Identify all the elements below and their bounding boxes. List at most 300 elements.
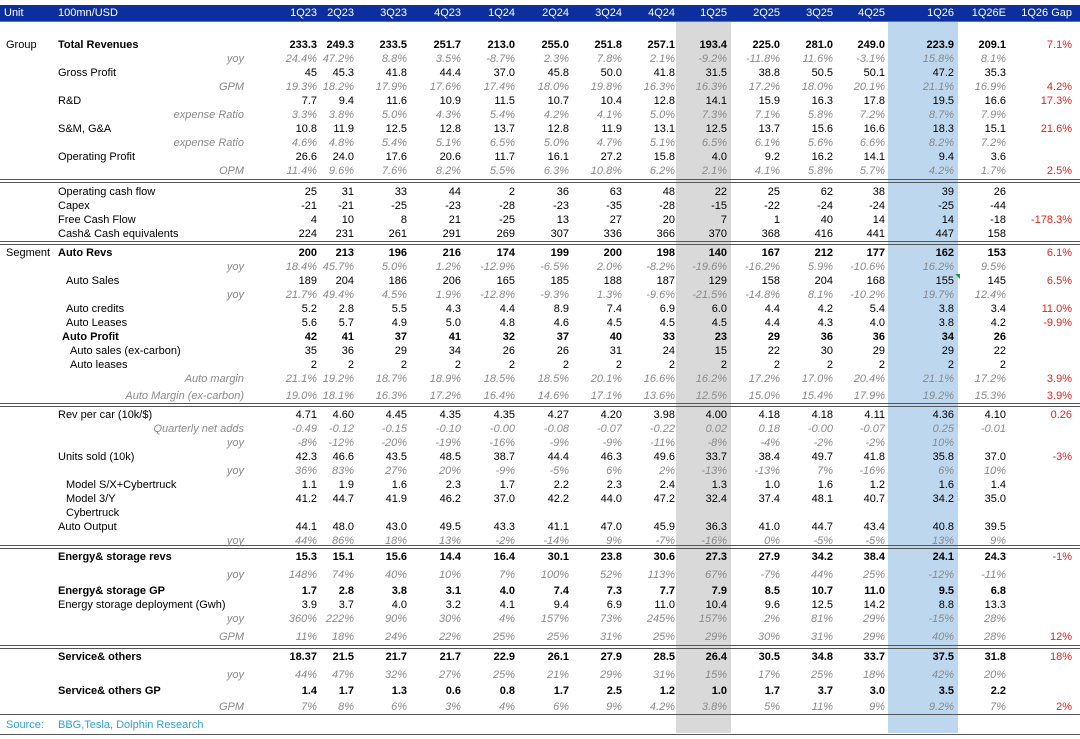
value-cell: 7.9% — [980, 109, 1006, 121]
value-cell: -0.15 — [381, 423, 407, 435]
header-1q23: 1Q23 — [290, 7, 317, 19]
value-cell: -4% — [760, 437, 780, 449]
table-row — [0, 122, 1080, 136]
value-cell: 19.5 — [932, 95, 954, 107]
gap-cell: 6.5% — [1046, 275, 1072, 287]
row-label: Operating cash flow — [58, 186, 156, 198]
row-label: Model S/X+Cybertruck — [66, 479, 177, 491]
value-cell: 3.8 — [391, 585, 407, 597]
value-cell: 41 — [448, 331, 461, 343]
value-cell: 140 — [708, 247, 727, 259]
header-row — [0, 5, 1080, 21]
row-label: GPM — [218, 81, 244, 93]
table-row — [0, 316, 1080, 330]
value-cell: 4.10 — [984, 409, 1006, 421]
value-cell: -11% — [650, 437, 675, 449]
value-cell: 15.9 — [758, 95, 780, 107]
value-cell: -25 — [391, 200, 407, 212]
value-cell: 2 — [508, 186, 515, 198]
value-cell: 13% — [438, 535, 461, 547]
value-cell: -0.07 — [596, 423, 622, 435]
value-cell: 14 — [941, 214, 954, 226]
value-cell: -8% — [297, 437, 317, 449]
value-cell: 4.3 — [445, 303, 461, 315]
value-cell: 251.8 — [594, 39, 622, 51]
value-cell: 291 — [442, 228, 461, 240]
row-label: S&M, G&A — [58, 123, 112, 135]
value-cell: 4.8% — [328, 137, 354, 149]
value-cell: 36% — [294, 465, 317, 477]
value-cell: 4.1% — [596, 109, 622, 121]
gap-cell: 3.9% — [1046, 373, 1072, 385]
value-cell: 0.25 — [932, 423, 954, 435]
value-cell: 204 — [814, 275, 833, 287]
value-cell: 18.5% — [537, 373, 569, 385]
row-label: GPM — [218, 631, 244, 643]
value-cell: 32.4 — [705, 493, 727, 505]
value-cell: 5.0% — [543, 137, 569, 149]
value-cell: 222% — [325, 613, 354, 625]
value-cell: 9.6% — [328, 165, 354, 177]
value-cell: 24.4% — [285, 53, 317, 65]
table-row — [0, 464, 1080, 478]
value-cell: 3.2 — [445, 599, 461, 611]
value-cell: 63 — [609, 186, 622, 198]
header-1q25: 1Q25 — [700, 7, 727, 19]
value-cell: 29% — [862, 613, 885, 625]
row-divider — [0, 714, 1080, 715]
value-cell: -2% — [865, 437, 885, 449]
value-cell: 4.9 — [391, 317, 407, 329]
value-cell: 4.6% — [291, 137, 317, 149]
row-label: Cash& Cash equivalents — [58, 228, 179, 240]
value-cell: 11.4% — [286, 165, 317, 177]
value-cell: 18.4% — [285, 261, 317, 273]
value-cell: 1.7 — [764, 685, 780, 697]
value-cell: 20.1% — [590, 373, 622, 385]
value-cell: 6% — [391, 701, 407, 713]
value-cell: 7% — [499, 569, 515, 581]
value-cell: 2 — [347, 359, 354, 371]
value-cell: 34.2 — [932, 493, 954, 505]
value-cell: 9.6 — [764, 599, 780, 611]
value-cell: 7.7 — [301, 95, 317, 107]
value-cell: 1.3 — [391, 685, 407, 697]
value-cell: 336 — [603, 228, 622, 240]
value-cell: 4.5 — [659, 317, 675, 329]
value-cell: 10.4 — [705, 599, 727, 611]
value-cell: 4.36 — [932, 409, 954, 421]
gap-cell: 2.5% — [1046, 165, 1072, 177]
value-cell: -28 — [659, 200, 675, 212]
value-cell: 4.0 — [711, 151, 727, 163]
value-cell: 5.4% — [489, 109, 515, 121]
value-cell: 16.3% — [695, 81, 727, 93]
value-cell: 16.9% — [974, 81, 1006, 93]
value-cell: 1.7 — [338, 685, 354, 697]
gap-cell: -1% — [1052, 551, 1072, 563]
value-cell: -10.6% — [850, 261, 885, 273]
row-label: Gross Profit — [58, 67, 117, 79]
row-divider — [0, 648, 1080, 649]
value-cell: -9.6% — [646, 289, 675, 301]
value-cell: 38.4 — [863, 551, 885, 563]
row-label: Capex — [58, 200, 90, 212]
value-cell: 186 — [388, 275, 407, 287]
value-cell: 416 — [814, 228, 833, 240]
value-cell: 44.4 — [439, 67, 461, 79]
value-cell: 15.4% — [801, 390, 833, 402]
value-cell: 24.0 — [332, 151, 354, 163]
value-cell: 36.3 — [705, 521, 727, 533]
value-cell: 11.7 — [494, 151, 515, 163]
value-cell: 281.0 — [805, 39, 833, 51]
table-row — [0, 358, 1080, 372]
value-cell: 27% — [438, 669, 461, 681]
value-cell: 42 — [304, 331, 317, 343]
value-cell: 307 — [550, 228, 569, 240]
row-divider — [0, 244, 1080, 245]
value-cell: 11.6 — [386, 95, 407, 107]
value-cell: 11.0 — [654, 599, 675, 611]
value-cell: 4.8 — [499, 317, 515, 329]
value-cell: 196 — [388, 247, 407, 259]
value-cell: 1.6 — [817, 479, 833, 491]
value-cell: -9.3% — [540, 289, 569, 301]
value-cell: 16.3 — [811, 95, 833, 107]
value-cell: 7% — [301, 701, 317, 713]
value-cell: 129 — [708, 275, 727, 287]
value-cell: 23 — [714, 331, 727, 343]
value-cell: 1.2 — [869, 479, 885, 491]
row-label: Quarterly net adds — [153, 423, 244, 435]
value-cell: -8.2% — [646, 261, 675, 273]
value-cell: 27.9 — [600, 651, 622, 663]
value-cell: 31.5 — [705, 67, 727, 79]
table-row — [0, 80, 1080, 94]
value-cell: 40% — [931, 631, 954, 643]
value-cell: 29% — [704, 631, 727, 643]
value-cell: 4.4 — [499, 303, 515, 315]
value-cell: 13.1 — [653, 123, 675, 135]
row-label: Energy storage deployment (Gwh) — [58, 599, 226, 611]
value-cell: 25 — [304, 186, 317, 198]
value-cell: 30.6 — [653, 551, 675, 563]
value-cell: 11.0 — [864, 585, 885, 597]
value-cell: 43.3 — [493, 521, 515, 533]
row-label: Auto Leases — [66, 317, 128, 329]
value-cell: 9.2% — [928, 701, 954, 713]
value-cell: 27.9 — [758, 551, 780, 563]
table-row — [0, 52, 1080, 66]
value-cell: 20.6 — [439, 151, 461, 163]
value-cell: -12% — [328, 437, 354, 449]
value-cell: 3.7 — [817, 685, 833, 697]
table-row — [0, 568, 1080, 582]
value-cell: 16.6 — [984, 95, 1006, 107]
row-label: Energy& storage revs — [58, 551, 172, 563]
value-cell: -5% — [549, 465, 569, 477]
value-cell: -13% — [754, 465, 780, 477]
value-cell: 26 — [502, 345, 515, 357]
value-cell: 23.8 — [600, 551, 622, 563]
row-label: Auto Output — [58, 521, 117, 533]
table-row — [0, 650, 1080, 664]
table-row — [0, 199, 1080, 213]
value-cell: 47.2 — [653, 493, 675, 505]
value-cell: 6% — [606, 465, 622, 477]
value-cell: 16.6 — [863, 123, 885, 135]
value-cell: 14.1 — [705, 95, 727, 107]
value-cell: -8.7% — [486, 53, 515, 65]
value-cell: 33 — [662, 331, 675, 343]
value-cell: 12.5 — [385, 123, 407, 135]
value-cell: 26 — [993, 331, 1006, 343]
header-label: 100mn/USD — [58, 7, 118, 19]
value-cell: 1.2% — [435, 261, 461, 273]
value-cell: 26.6 — [295, 151, 317, 163]
value-cell: 5.2 — [301, 303, 317, 315]
value-cell: 4.60 — [332, 409, 354, 421]
row-label: Auto Revs — [58, 247, 113, 259]
row-label: OPM — [218, 165, 244, 177]
value-cell: 28% — [983, 613, 1006, 625]
value-cell: 36 — [341, 345, 354, 357]
gap-cell: 6.1% — [1046, 247, 1072, 259]
table-row — [0, 478, 1080, 492]
value-cell: 187 — [656, 275, 675, 287]
value-cell: 44.7 — [811, 521, 833, 533]
row-label: R&D — [58, 95, 82, 107]
value-cell: 8.1% — [980, 53, 1006, 65]
value-cell: 7.3% — [701, 109, 727, 121]
value-cell: 6.8 — [990, 585, 1006, 597]
value-cell: 6% — [938, 465, 954, 477]
value-cell: 67% — [704, 569, 727, 581]
value-cell: 29% — [862, 631, 885, 643]
value-cell: 7.8% — [596, 53, 622, 65]
value-cell: 44 — [448, 186, 461, 198]
value-cell: 9.5% — [980, 261, 1006, 273]
value-cell: 36 — [872, 331, 885, 343]
value-cell: 31.8 — [984, 651, 1006, 663]
value-cell: 46.3 — [600, 451, 622, 463]
value-cell: 3.6 — [990, 151, 1006, 163]
value-cell: 37 — [394, 331, 407, 343]
value-cell: 16.4% — [483, 390, 515, 402]
header-4q23: 4Q23 — [434, 7, 461, 19]
value-cell: 29 — [941, 345, 954, 357]
value-cell: 41.8 — [653, 67, 675, 79]
row-label: Auto sales (ex-carbon) — [70, 345, 181, 357]
header-1q26-gap: 1Q26 Gap — [1021, 7, 1072, 19]
value-cell: 12.5 — [811, 599, 833, 611]
row-label: Auto Margin (ex-carbon) — [125, 390, 244, 402]
value-cell: 30 — [820, 345, 833, 357]
value-cell: 3.5% — [435, 53, 461, 65]
table-row — [0, 38, 1080, 52]
value-cell: 200 — [298, 247, 317, 259]
value-cell: 224 — [298, 228, 317, 240]
value-cell: -28 — [499, 200, 515, 212]
row-label: Total Revenues — [58, 39, 139, 51]
table-row — [0, 718, 1080, 732]
value-cell: 368 — [761, 228, 780, 240]
value-cell: 18.0% — [801, 81, 833, 93]
value-cell: 4.3 — [817, 317, 833, 329]
value-cell: 1.7% — [980, 165, 1006, 177]
value-cell: 9.4 — [338, 95, 354, 107]
value-cell: -0.22 — [649, 423, 675, 435]
value-cell: 7.4 — [606, 303, 622, 315]
table-row — [0, 213, 1080, 227]
value-cell: 9.4 — [553, 599, 569, 611]
gap-cell: 3.9% — [1046, 390, 1072, 402]
gap-cell: 4.2% — [1046, 81, 1072, 93]
value-cell: 29 — [767, 331, 780, 343]
value-cell: 5.1% — [435, 137, 461, 149]
value-cell: 25% — [862, 569, 885, 581]
value-cell: 36 — [820, 331, 833, 343]
value-cell: 22% — [438, 631, 461, 643]
value-cell: -0.08 — [543, 423, 569, 435]
table-row — [0, 108, 1080, 122]
value-cell: 17.2% — [429, 390, 461, 402]
value-cell: -14.8% — [745, 289, 780, 301]
value-cell: 193.4 — [699, 39, 727, 51]
value-cell: 7.4 — [553, 585, 569, 597]
value-cell: 2 — [454, 359, 461, 371]
value-cell: 1.0 — [711, 685, 727, 697]
value-cell: 2.1% — [649, 53, 675, 65]
value-cell: 38.4 — [758, 451, 780, 463]
value-cell: 113% — [647, 569, 675, 581]
value-cell: 25% — [492, 669, 515, 681]
row-label: Auto leases — [70, 359, 128, 371]
value-cell: 26 — [993, 186, 1006, 198]
table-row — [0, 436, 1080, 450]
value-cell: 2 — [310, 359, 317, 371]
value-cell: 8.1% — [807, 289, 833, 301]
value-cell: 2 — [878, 359, 885, 371]
value-cell: 2 — [508, 359, 515, 371]
value-cell: 21.1% — [922, 373, 954, 385]
value-cell: 14.6% — [537, 390, 569, 402]
value-cell: 21.7 — [439, 651, 461, 663]
value-cell: -22 — [764, 200, 780, 212]
value-cell: 16.2 — [811, 151, 833, 163]
value-cell: 2.3 — [606, 479, 622, 491]
value-cell: 4.18 — [811, 409, 833, 421]
value-cell: 27.3 — [705, 551, 727, 563]
header-1q24: 1Q24 — [488, 7, 515, 19]
value-cell: 4.35 — [493, 409, 515, 421]
value-cell: 7% — [817, 465, 833, 477]
value-cell: 6.3% — [543, 165, 569, 177]
value-cell: 19.2% — [922, 390, 954, 402]
row-label: Service& others GP — [58, 685, 161, 697]
value-cell: 225.0 — [752, 39, 780, 51]
value-cell: 90% — [384, 613, 407, 625]
value-cell: 30.5 — [758, 651, 780, 663]
value-cell: 41.1 — [547, 521, 569, 533]
value-cell: 3.0 — [869, 685, 885, 697]
value-cell: 41 — [341, 331, 354, 343]
value-cell: 3.8% — [701, 701, 727, 713]
value-cell: -21 — [338, 200, 354, 212]
value-cell: 15.0% — [748, 390, 780, 402]
table-row — [0, 94, 1080, 108]
value-cell: -5% — [813, 535, 833, 547]
value-cell: 15.8% — [922, 53, 954, 65]
value-cell: 17.2% — [748, 81, 780, 93]
value-cell: 8% — [338, 701, 354, 713]
value-cell: 10% — [438, 569, 461, 581]
value-cell: 41.2 — [295, 493, 317, 505]
table-row — [0, 185, 1080, 199]
value-cell: 48.1 — [811, 493, 833, 505]
value-cell: 200 — [603, 247, 622, 259]
value-cell: 18.3 — [932, 123, 954, 135]
section-label: Segment — [6, 247, 51, 259]
value-cell: -14% — [543, 535, 569, 547]
value-cell: 2.3% — [543, 53, 569, 65]
value-cell: 31% — [599, 631, 622, 643]
value-cell: -0.00 — [489, 423, 515, 435]
value-cell: 17.9% — [853, 390, 885, 402]
header-1q26e: 1Q26E — [971, 7, 1006, 19]
value-cell: 18.2% — [322, 81, 354, 93]
value-cell: 62 — [820, 186, 833, 198]
row-label: Energy& storage GP — [58, 585, 165, 597]
value-cell: 4.1% — [754, 165, 780, 177]
value-cell: 233.3 — [289, 39, 317, 51]
value-cell: 4.5 — [606, 317, 622, 329]
value-cell: 4.0 — [391, 599, 407, 611]
value-cell: 38.8 — [758, 67, 780, 79]
value-cell: 25% — [546, 631, 569, 643]
value-cell: 4.2% — [928, 165, 954, 177]
value-cell: 0.18 — [758, 423, 780, 435]
value-cell: 27% — [384, 465, 407, 477]
value-cell: 157% — [540, 613, 569, 625]
value-cell: 41.9 — [385, 493, 407, 505]
value-cell: 3.8 — [938, 303, 954, 315]
value-cell: 21 — [448, 214, 461, 226]
table-row — [0, 700, 1080, 714]
value-cell: 40 — [609, 331, 622, 343]
value-cell: -16% — [489, 437, 515, 449]
table-row — [0, 274, 1080, 288]
table-row — [0, 246, 1080, 260]
value-cell: 48.0 — [332, 521, 354, 533]
value-cell: 5.1% — [649, 137, 675, 149]
value-cell: 199 — [550, 247, 569, 259]
value-cell: 5.6% — [807, 137, 833, 149]
value-cell: 245% — [646, 613, 675, 625]
value-cell: 370 — [708, 228, 727, 240]
value-cell: 8.8 — [938, 599, 954, 611]
value-cell: 261 — [388, 228, 407, 240]
value-cell: 1.0 — [764, 479, 780, 491]
value-cell: 233.5 — [379, 39, 407, 51]
table-row — [0, 66, 1080, 80]
value-cell: 44% — [294, 669, 317, 681]
row-label: Auto Sales — [66, 275, 120, 287]
gap-cell: -178.3% — [1031, 214, 1072, 226]
value-cell: 212 — [814, 247, 833, 259]
value-cell: 6.2% — [649, 165, 675, 177]
